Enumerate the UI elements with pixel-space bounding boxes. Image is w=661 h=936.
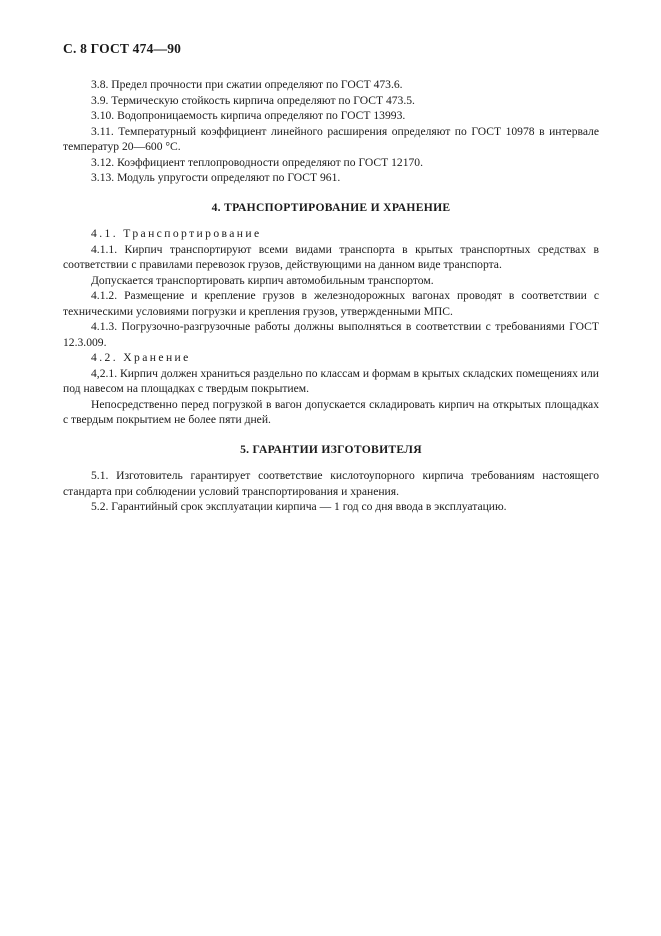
subsection-4-2-label: 4.2. Хранение <box>91 351 191 364</box>
section-5-title: 5. ГАРАНТИИ ИЗГОТОВИТЕЛЯ <box>240 442 422 456</box>
subsection-4-1-title <box>63 226 599 242</box>
item-3-9: 3.9. Термическую стойкость кирпича определяют по ГОСТ 473.5. <box>91 93 415 107</box>
item-3-10: 3.10. Водопроницаемость кирпича определяют по ГОСТ 13993. <box>91 109 406 122</box>
item-3-8: 3.8. Предел прочности при сжатии определяют по ГОСТ 473.6. <box>91 78 403 91</box>
item-4-2-1-note: Непосредственно перед погрузкой в вагон допускается складировать кирпич на открытых площадках с твердым покрытием не более пяти дней. <box>63 397 599 426</box>
document-body <box>63 77 599 515</box>
subsection-4-2-title <box>63 350 599 366</box>
item-5-2: 5.2. Гарантийный срок эксплуатации кирпича — 1 год со дня ввода в эксплуатацию. <box>91 500 507 513</box>
item-3-12: 3.12. Коэффициент теплопроводности определяют по ГОСТ 12170. <box>91 155 423 169</box>
item-3-11: 3.11. Температурный коэффициент линейного расширения определяют по ГОСТ 10978 в интервале температур 20—600 °С. <box>63 124 599 153</box>
item-4-2-1: 4,2.1. Кирпич должен храниться раздельно по классам и формам в крытых складских помещениях или под навесом на площадках с твердым покрытием. <box>63 366 599 395</box>
item-4-1-1-note: Допускается транспортировать кирпич автомобильным транспортом. <box>91 273 434 287</box>
running-head: С. 8 ГОСТ 474—90 <box>63 41 182 56</box>
item-5-1: 5.1. Изготовитель гарантирует соответствие кислотоупорного кирпича требованиям настоящего стандарта при соблюдении условий транспортирования и хранения. <box>63 469 599 498</box>
subsection-4-1-label: 4.1. Транспортирование <box>91 227 262 240</box>
section-4-title: 4. ТРАНСПОРТИРОВАНИЕ И ХРАНЕНИЕ <box>211 200 451 214</box>
item-4-1-1: 4.1.1. Кирпич транспортируют всеми видами транспорта в крытых транспортных средствах в соответствии с правилами перевозок грузов, действующими на данном виде транспорта. <box>63 242 599 271</box>
item-3-13: 3.13. Модуль упругости определяют по ГОСТ 961. <box>91 171 341 184</box>
item-4-1-2: 4.1.2. Размещение и крепление грузов в железнодорожных вагонах проводят в соответствии с техническими условиями погрузки и крепления грузов, утвержденными МПС. <box>63 289 599 318</box>
item-4-1-3: 4.1.3. Погрузочно-разгрузочные работы должны выполняться в соответствии с требованиями ГОСТ 12.3.009. <box>63 320 599 349</box>
